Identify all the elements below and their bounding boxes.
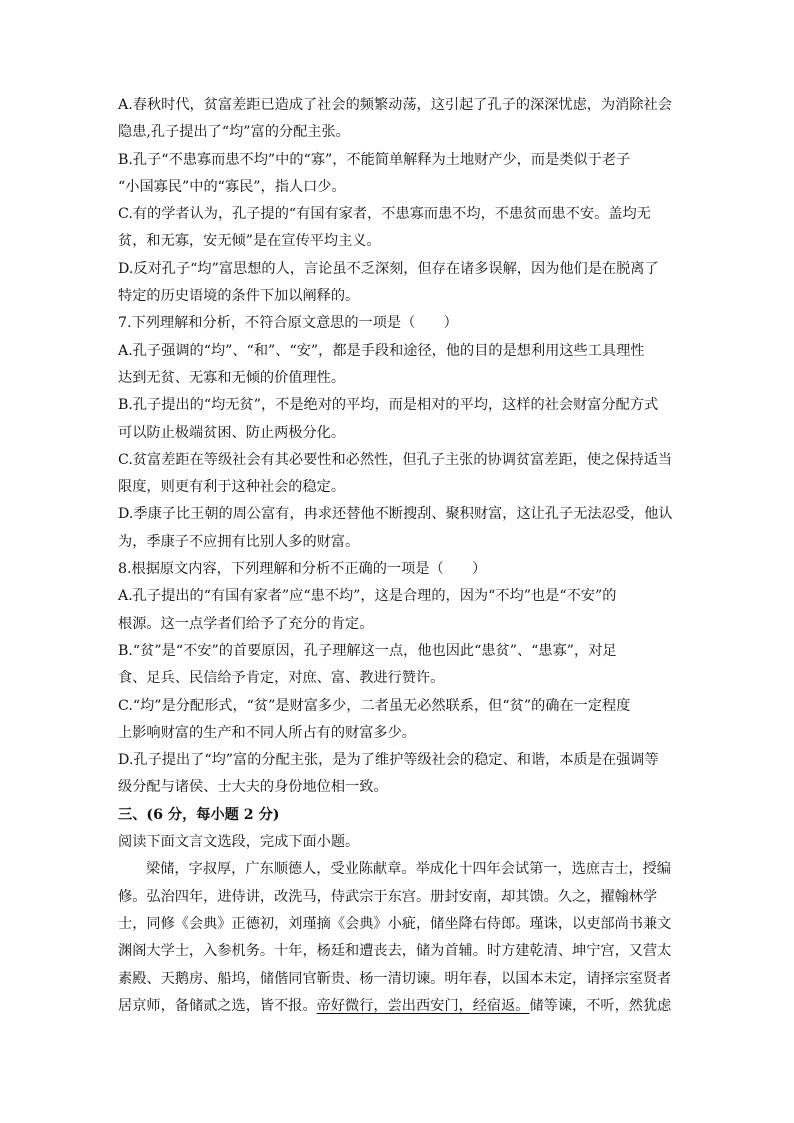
q8-option-d-line2: 级分配与诸侯、士大夫的身份地位相一致。	[118, 779, 388, 796]
passage-line-2: 修。弘治四年，进侍讲，改洗马，侍武宗于东宫。册封安南，却其馈。久之，擢翰林学	[118, 888, 658, 905]
q6-option-d-line1: D.反对孔子“均”富思想的人，言论虽不乏深刻，但存在诸多误解，因为他们是在脱离了	[118, 260, 659, 277]
passage-line-4: 渊阁大学士，入参机务。十年，杨廷和遭丧去，储为首辅。时方建乾清、坤宁宫，又营太	[118, 943, 672, 960]
q7-option-b-line2: 可以防止极端贫困、防止两极分化。	[118, 424, 346, 441]
passage-line-1: 梁储，字叔厚，广东顺德人，受业陈献章。举成化十四年会试第一，选庶吉士，授编	[146, 861, 671, 878]
section-3-intro: 阅读下面文言文选段，完成下面小题。	[118, 834, 360, 851]
question-8	[118, 556, 680, 802]
q7-option-b-line1: B.孔子提出的“均无贫”，不是绝对的平均，而是相对的平均，这样的社会财富分配方式	[118, 397, 659, 414]
q7-option-a-line2: 达到无贫、无寡和无倾的价值理性。	[118, 369, 346, 386]
passage-line-6	[118, 993, 680, 1020]
q8-option-c-line1: C.“均”是分配形式，“贫”是财富多少，二者虽无必然联系，但“贫”的确在一定程度	[118, 697, 631, 714]
page-content	[118, 92, 680, 1020]
passage-line-3: 士，同修《会典》正德初，刘瑾摘《会典》小疵，储坐降右侍郎。瑾诛，以吏部尚书兼文	[118, 915, 672, 932]
q8-option-a-line1: A.孔子提出的“有国有家者”应“患不均”，这是合理的，因为“不均”也是“不安”的	[118, 588, 617, 605]
question-7	[118, 310, 680, 556]
q8-option-c-line2: 上影响财富的生产和不同人所占有的财富多少。	[118, 724, 416, 741]
section-3	[118, 802, 680, 1020]
q7-option-d-line2: 为，季康子不应拥有比别人多的财富。	[118, 533, 360, 550]
q8-stem: 8.根据原文内容，下列理解和分析不正确的一项是（ ）	[118, 561, 487, 578]
passage-line-6-tail: 储等谏，不听，然犹虑	[529, 997, 672, 1014]
q7-stem: 7.下列理解和分析，不符合原文意思的一项是（ ）	[118, 315, 458, 332]
q6-option-c-line2: 贫，和无寡，安无倾”是在宣传平均主义。	[118, 233, 381, 250]
q6-option-d-line2: 特定的历史语境的条件下加以阐释的。	[118, 288, 360, 305]
passage-line-6-start: 居京师，备储贰之选，皆不报。	[118, 997, 317, 1014]
q6-option-a-line2: 隐患,孔子提出了“均”富的分配主张。	[118, 124, 350, 141]
q8-option-b-line2: 食、足兵、民信给予肯定，对庶、富、教进行赞许。	[118, 670, 445, 687]
q7-option-c-line1: C.贫富差距在等级社会有其必要性和必然性，但孔子主张的协调贫富差距，使之保持适当	[118, 451, 672, 468]
q8-option-a-line2: 根源。这一点学者们给予了充分的肯定。	[118, 615, 374, 632]
q8-option-b-line1: B.“贫”是“不安”的首要原因，孔子理解这一点，他也因此“患贫”、“患寡”，对足	[118, 642, 617, 659]
q6-option-b-line2: “小国寡民”中的“寡民”，指人口少。	[118, 178, 346, 195]
q6-option-b-line1: B.孔子“不患寡而患不均”中的“寡”，不能简单解释为土地财产少，而是类似于老子	[118, 151, 631, 168]
q8-option-d-line1: D.孔子提出了“均”富的分配主张，是为了维护等级社会的稳定、和谐，本质是在强调等	[118, 752, 659, 769]
q7-option-d-line1: D.季康子比王朝的周公富有，冉求还替他不断搜刮、聚积财富，这让孔子无法忍受，他认	[118, 506, 673, 523]
passage-line-5: 素殿、天鹅房、船坞，储偕同官靳贵、杨一清切谏。明年春，以国本未定，请择宗室贤者	[118, 970, 672, 987]
q6-option-a-line1: A.春秋时代，贫富差距已造成了社会的频繁动荡，这引起了孔子的深深忧虑，为消除社会	[118, 97, 672, 113]
section-3-heading: 三、(6 分，每小题 2 分)	[118, 806, 280, 823]
q7-option-a-line1: A.孔子强调的“均”、“和”、“安”，都是手段和途径，他的目的是想利用这些工具理性	[118, 342, 645, 359]
q7-option-c-line2: 限度，则更有利于这种社会的稳定。	[118, 479, 346, 496]
q6-options	[118, 92, 680, 310]
q6-option-c-line1: C.有的学者认为，孔子提的“有国有家者，不患寡而患不均，不患贫而患不安。盖均无	[118, 206, 651, 223]
underlined-sentence: 帝好微行，尝出西安门，经宿返。	[316, 997, 530, 1014]
